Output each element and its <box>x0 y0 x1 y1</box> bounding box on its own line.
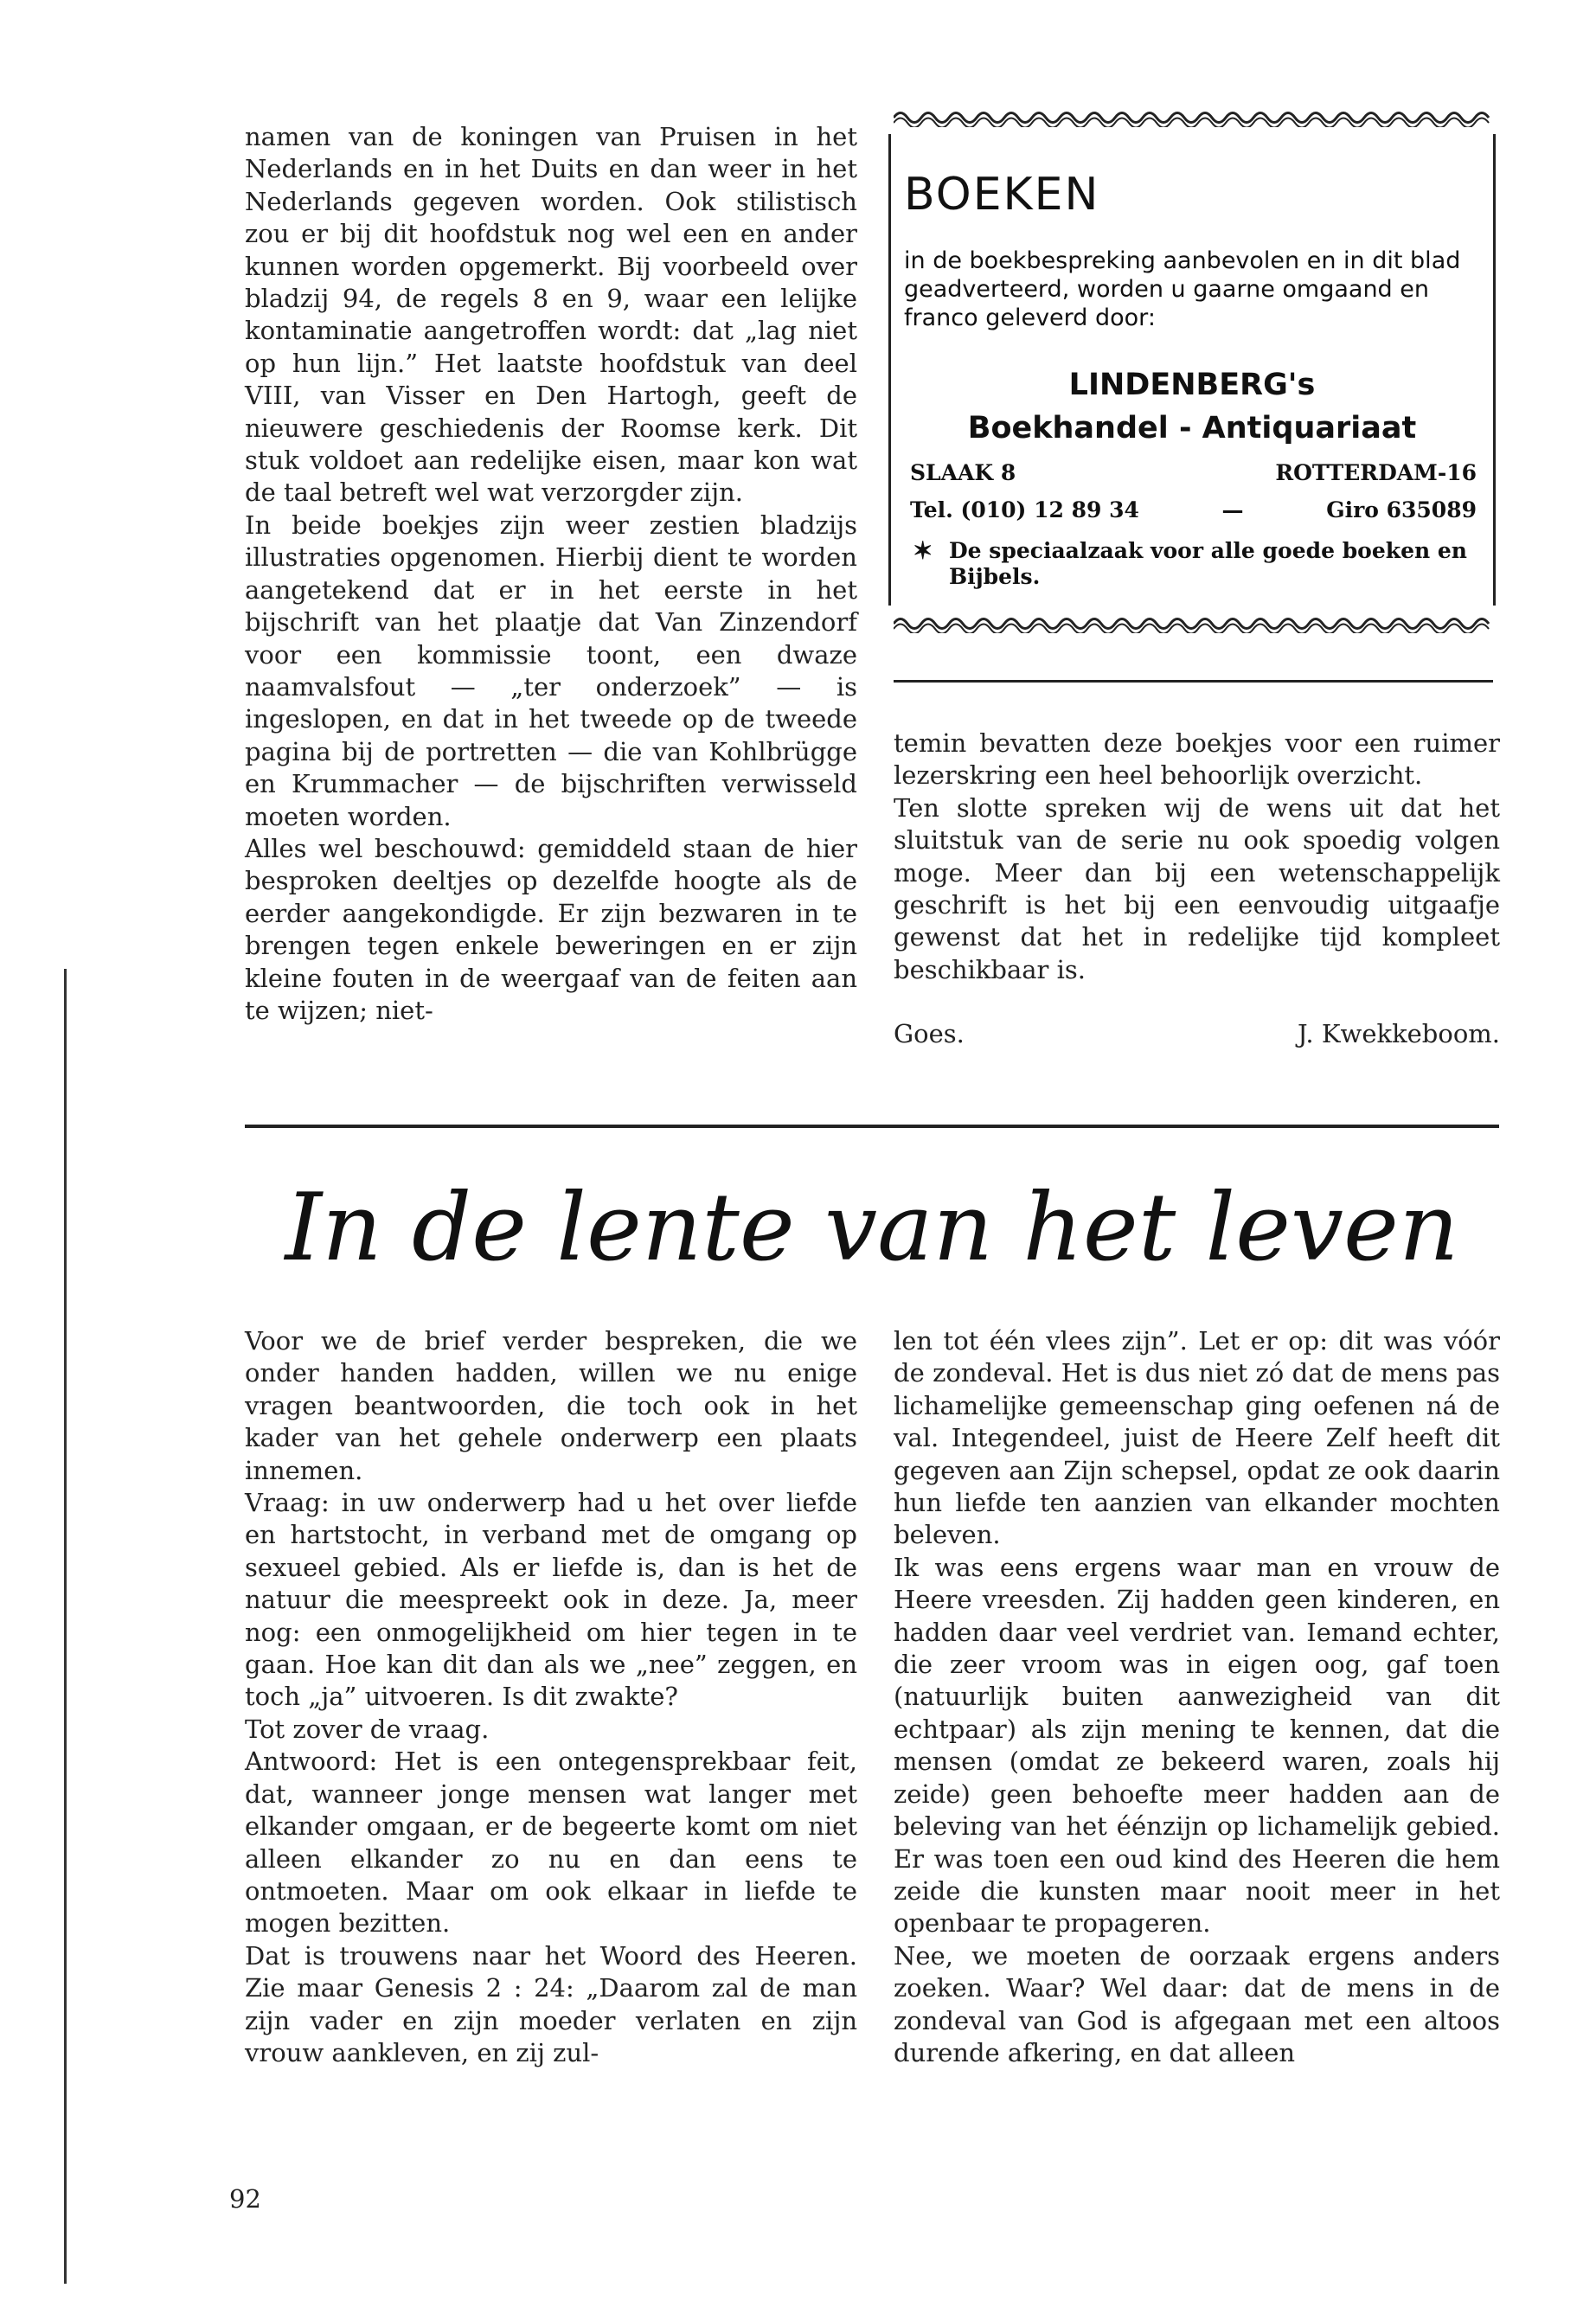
article-column-right <box>894 1325 1500 2069</box>
section-divider <box>245 1125 1499 1128</box>
paragraph: In beide boekjes zijn weer zestien bladzijs illustraties opgenomen. Hierbij dient te worden aangetekend dat er in het eerste in het bijschrift van het plaatje dat Van Zinzendorf voor een kommissie toont, een dwaze naamvalsfout — „ter onderzoek” — is ingeslopen, en dat in het tweede op de tweede pagina bij de portretten — die van Kohlbrügge en Krummacher — de bijschriften verwisseld moeten worden. <box>245 510 857 831</box>
paragraph: Ten slotte spreken wij de wens uit dat het sluitstuk van de serie nu ook spoedig volgen moge. Meer dan bij een wetenschappelijk geschrift is het bij een eenvoudig uitgaafje gewenst dat het in redelijke tijd kompleet beschikbaar is. <box>894 792 1500 984</box>
review-signature <box>894 1018 1500 1050</box>
paragraph: Antwoord: Het is een ontegensprekbaar feit, dat, wanneer jonge mensen wat langer met elkander omgaan, er de begeerte komt om niet alleen elkander zo nu en dan eens te ontmoeten. Maar om ook elkaar in liefde te mogen bezitten. <box>245 1747 857 1939</box>
ad-intro: in de boekbespreking aanbevolen en in dit blad geadverteerd, worden u gaarne omgaand en franco geleverd door: <box>904 247 1461 331</box>
place: Goes. <box>894 1019 965 1049</box>
ornament-border-top <box>894 108 1490 127</box>
phone: Tel. (010) 12 89 34 <box>910 497 1139 522</box>
paragraph: Vraag: in uw onderwerp had u het over liefde en hartstocht, in verband met de omgang op sexueel gebied. Als er liefde is, dan is het de natuur die meespreekt ook in deze. Ja, meer nog: een onmogelijkheid om hier tegen in te gaan. Hoe kan dit dan als we „nee” zeggen, en toch „ja” uitvoeren. Is dit zwakte? <box>245 1488 857 1712</box>
bookshop-advertisement <box>888 108 1496 643</box>
paragraph: temin bevatten deze boekjes voor een ruimer lezerskring een heel behoorlijk overzicht. <box>894 728 1500 791</box>
article-column-left <box>245 1325 857 2069</box>
paragraph: Voor we de brief verder bespreken, die we onder handen hadden, willen we nu enige vragen beantwoorden, die toch ook in het kader van het gehele onderwerp een plaats innemen. <box>245 1326 857 1485</box>
paragraph: len tot één vlees zijn”. Let er op: dit was vóór de zondeval. Het is dus niet zó dat de mens pas lichamelijke gemeenschap ging oefenen ná de val. Integendeel, juist de Heere Zelf heeft dit gegeven aan Zijn schepsel, opdat ze ook daarin hun liefde ten aanzien van elkander mochten beleven. <box>894 1326 1500 1550</box>
giro: Giro 635089 <box>1326 497 1477 522</box>
dash: — <box>1221 497 1244 522</box>
paragraph: namen van de koningen van Pruisen in het Nederlands en in het Duits en dan weer in het Nederlands gegeven worden. Ook stilistisch zou er bij dit hoofdstuk nog wel een en ander kunnen worden opgemerkt. Bij voorbeeld over bladzij 94, de regels 8 en 9, waar een lelijke kontaminatie aangetroffen wordt: dat „lag niet op hun lijn.” Het laatste hoofdstuk van deel VIII, van Visser en Den Hartogh, geeft de nieuwere geschiedenis der Roomse kerk. Dit stuk voldoet aan redelijke eisen, maar kon wat de taal betreft wel wat verzorgder zijn. <box>245 122 857 508</box>
ad-divider <box>894 680 1493 683</box>
paragraph: Dat is trouwens naar het Woord des Heeren. Zie maar Genesis 2 : 24: „Daarom zal de man zijn vader en zijn moeder verlaten en zijn vrouw aankleven, en zij zul- <box>245 1940 857 2067</box>
shop-contact <box>910 497 1477 522</box>
paragraph: Nee, we moeten de oorzaak ergens anders zoeken. Waar? Wel daar: dat de mens in de zondeval van God is afgegaan met een altoos durende afkering, en dat alleen <box>894 1940 1500 2067</box>
shop-name: LINDENBERG's <box>1068 368 1316 402</box>
article-title: In de lente van het leven <box>285 1174 1459 1282</box>
review-column-right <box>894 727 1500 1051</box>
shop-address <box>910 460 1477 485</box>
shop-type: Boekhandel - Antiquariaat <box>967 411 1417 445</box>
review-column-left <box>245 121 857 1027</box>
paragraph: Ik was eens ergens waar man en vrouw de Heere vreesden. Zij hadden geen kinderen, en hadden daar veel verdriet van. Iemand echter, die zeer vroom was in eigen oog, gaf toen (natuurlijk buiten aanwezigheid van dit echtpaar) als zijn mening te kennen, dat die mensen (omdat ze bekeerd waren, zoals hij zeide) geen behoefte meer hadden aan de beleving van het éénzijn op lichamelijk gebied. Er was toen een oud kind des Heeren die hem zeide die kunsten maar nooit meer in het openbaar te propageren. <box>894 1552 1500 1939</box>
ornament-border-bottom <box>894 614 1490 633</box>
ad-title: BOEKEN <box>904 169 1100 221</box>
scan-edge-line <box>64 969 67 2284</box>
page-number: 92 <box>229 2184 261 2214</box>
specialty-line <box>913 536 1468 590</box>
author: J. Kwekkeboom. <box>1298 1019 1500 1049</box>
specialty-text: De speciaalzaak voor alle goede boeken en Bijbels. <box>949 538 1467 589</box>
paragraph: Alles wel beschouwd: gemiddeld staan de hier besproken deeltjes op dezelfde hoogte als de eerder aangekondigde. Er zijn bezwaren in te brengen tegen enkele beweringen en er zijn kleine fouten in de weergaaf van de feiten aan te wijzen; niet- <box>245 833 857 1025</box>
paragraph: Tot zover de vraag. <box>245 1714 490 1744</box>
star-icon: ✶ <box>913 536 933 565</box>
city: ROTTERDAM-16 <box>1275 460 1477 485</box>
street: SLAAK 8 <box>910 460 1016 485</box>
